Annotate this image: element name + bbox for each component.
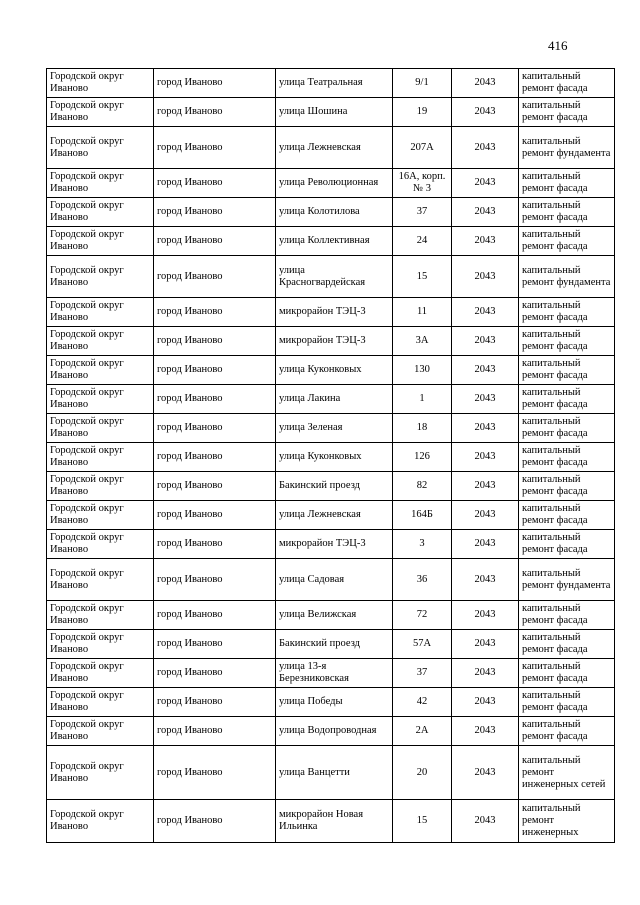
cell-work-type: капитальный ремонт фундамента [519, 559, 615, 601]
cell-street: микрорайон ТЭЦ-3 [276, 530, 393, 559]
table-row [47, 559, 615, 601]
cell-work-type: капитальный ремонт фасада [519, 98, 615, 127]
cell-municipal-district: Городской округ Иваново [47, 530, 154, 559]
cell-street: улица Лежневская [276, 501, 393, 530]
cell-municipal-district: Городской округ Иваново [47, 630, 154, 659]
table-row [47, 501, 615, 530]
cell-house-number: 37 [393, 659, 452, 688]
cell-municipal-district: Городской округ Иваново [47, 256, 154, 298]
cell-settlement: город Иваново [154, 630, 276, 659]
cell-settlement: город Иваново [154, 127, 276, 169]
repair-schedule-table [46, 68, 615, 843]
cell-house-number: 164Б [393, 501, 452, 530]
table-row [47, 356, 615, 385]
cell-work-type: капитальный ремонт фасада [519, 385, 615, 414]
cell-year: 2043 [452, 385, 519, 414]
cell-work-type: капитальный ремонт фасада [519, 659, 615, 688]
cell-year: 2043 [452, 501, 519, 530]
cell-house-number: 207А [393, 127, 452, 169]
cell-year: 2043 [452, 69, 519, 98]
cell-settlement: город Иваново [154, 688, 276, 717]
cell-house-number: 36 [393, 559, 452, 601]
cell-settlement: город Иваново [154, 501, 276, 530]
cell-work-type: капитальный ремонт инженерных [519, 800, 615, 843]
cell-settlement: город Иваново [154, 601, 276, 630]
cell-year: 2043 [452, 356, 519, 385]
cell-settlement: город Иваново [154, 559, 276, 601]
table-row [47, 127, 615, 169]
cell-house-number: 42 [393, 688, 452, 717]
cell-year: 2043 [452, 530, 519, 559]
cell-house-number: 20 [393, 746, 452, 800]
cell-municipal-district: Городской округ Иваново [47, 688, 154, 717]
cell-house-number: 82 [393, 472, 452, 501]
cell-street: улица 13-я Березниковская [276, 659, 393, 688]
cell-street: улица Лакина [276, 385, 393, 414]
table-row [47, 327, 615, 356]
table-row [47, 98, 615, 127]
cell-work-type: капитальный ремонт фасада [519, 198, 615, 227]
cell-street: улица Куконковых [276, 443, 393, 472]
cell-street: улица Водопроводная [276, 717, 393, 746]
cell-year: 2043 [452, 414, 519, 443]
cell-municipal-district: Городской округ Иваново [47, 472, 154, 501]
cell-house-number: 9/1 [393, 69, 452, 98]
cell-street: улица Театральная [276, 69, 393, 98]
cell-street: Бакинский проезд [276, 472, 393, 501]
cell-street: улица Велижская [276, 601, 393, 630]
cell-settlement: город Иваново [154, 298, 276, 327]
cell-municipal-district: Городской округ Иваново [47, 385, 154, 414]
cell-work-type: капитальный ремонт фасада [519, 501, 615, 530]
cell-house-number: 57А [393, 630, 452, 659]
cell-work-type: капитальный ремонт фасада [519, 630, 615, 659]
cell-street: микрорайон ТЭЦ-3 [276, 298, 393, 327]
cell-municipal-district: Городской округ Иваново [47, 717, 154, 746]
table-row [47, 385, 615, 414]
cell-street: улица Лежневская [276, 127, 393, 169]
cell-municipal-district: Городской округ Иваново [47, 601, 154, 630]
table-body [47, 69, 615, 843]
cell-settlement: город Иваново [154, 327, 276, 356]
cell-municipal-district: Городской округ Иваново [47, 298, 154, 327]
cell-municipal-district: Городской округ Иваново [47, 443, 154, 472]
cell-street: Бакинский проезд [276, 630, 393, 659]
cell-street: микрорайон Новая Ильинка [276, 800, 393, 843]
cell-year: 2043 [452, 443, 519, 472]
cell-year: 2043 [452, 688, 519, 717]
cell-house-number: 15 [393, 256, 452, 298]
cell-settlement: город Иваново [154, 800, 276, 843]
cell-year: 2043 [452, 127, 519, 169]
cell-street: улица Красногвардейская [276, 256, 393, 298]
cell-house-number: 24 [393, 227, 452, 256]
cell-municipal-district: Городской округ Иваново [47, 127, 154, 169]
cell-settlement: город Иваново [154, 198, 276, 227]
cell-year: 2043 [452, 256, 519, 298]
cell-house-number: 3А [393, 327, 452, 356]
cell-settlement: город Иваново [154, 169, 276, 198]
cell-settlement: город Иваново [154, 472, 276, 501]
cell-house-number: 11 [393, 298, 452, 327]
cell-work-type: капитальный ремонт фасада [519, 298, 615, 327]
cell-settlement: город Иваново [154, 746, 276, 800]
cell-work-type: капитальный ремонт фасада [519, 227, 615, 256]
cell-house-number: 2А [393, 717, 452, 746]
cell-settlement: город Иваново [154, 443, 276, 472]
cell-municipal-district: Городской округ Иваново [47, 559, 154, 601]
cell-house-number: 15 [393, 800, 452, 843]
cell-street: улица Победы [276, 688, 393, 717]
cell-municipal-district: Городской округ Иваново [47, 746, 154, 800]
cell-work-type: капитальный ремонт фасада [519, 327, 615, 356]
cell-year: 2043 [452, 227, 519, 256]
table-row [47, 659, 615, 688]
cell-house-number: 126 [393, 443, 452, 472]
cell-year: 2043 [452, 472, 519, 501]
cell-work-type: капитальный ремонт фасада [519, 69, 615, 98]
cell-year: 2043 [452, 198, 519, 227]
cell-municipal-district: Городской округ Иваново [47, 327, 154, 356]
cell-work-type: капитальный ремонт фундамента [519, 256, 615, 298]
cell-year: 2043 [452, 630, 519, 659]
cell-year: 2043 [452, 169, 519, 198]
cell-house-number: 1 [393, 385, 452, 414]
cell-house-number: 72 [393, 601, 452, 630]
cell-house-number: 3 [393, 530, 452, 559]
cell-house-number: 16А, корп. № 3 [393, 169, 452, 198]
cell-year: 2043 [452, 98, 519, 127]
cell-house-number: 130 [393, 356, 452, 385]
cell-settlement: город Иваново [154, 69, 276, 98]
cell-work-type: капитальный ремонт инженерных сетей [519, 746, 615, 800]
table-row [47, 717, 615, 746]
cell-street: улица Коллективная [276, 227, 393, 256]
cell-work-type: капитальный ремонт фасада [519, 601, 615, 630]
cell-year: 2043 [452, 800, 519, 843]
cell-year: 2043 [452, 659, 519, 688]
cell-work-type: капитальный ремонт фасада [519, 472, 615, 501]
cell-year: 2043 [452, 327, 519, 356]
cell-year: 2043 [452, 298, 519, 327]
cell-work-type: капитальный ремонт фасада [519, 356, 615, 385]
cell-municipal-district: Городской округ Иваново [47, 227, 154, 256]
cell-year: 2043 [452, 559, 519, 601]
cell-settlement: город Иваново [154, 256, 276, 298]
cell-street: улица Колотилова [276, 198, 393, 227]
cell-municipal-district: Городской округ Иваново [47, 98, 154, 127]
table-row [47, 298, 615, 327]
table-row [47, 256, 615, 298]
cell-street: улица Ванцетти [276, 746, 393, 800]
cell-year: 2043 [452, 746, 519, 800]
table-row [47, 227, 615, 256]
cell-work-type: капитальный ремонт фасада [519, 530, 615, 559]
page-number: 416 [548, 38, 568, 53]
cell-house-number: 37 [393, 198, 452, 227]
cell-municipal-district: Городской округ Иваново [47, 198, 154, 227]
cell-municipal-district: Городской округ Иваново [47, 69, 154, 98]
cell-settlement: город Иваново [154, 98, 276, 127]
table-row [47, 688, 615, 717]
cell-municipal-district: Городской округ Иваново [47, 356, 154, 385]
table-row [47, 169, 615, 198]
cell-settlement: город Иваново [154, 227, 276, 256]
cell-year: 2043 [452, 717, 519, 746]
table-row [47, 630, 615, 659]
cell-municipal-district: Городской округ Иваново [47, 169, 154, 198]
cell-settlement: город Иваново [154, 385, 276, 414]
cell-work-type: капитальный ремонт фасада [519, 443, 615, 472]
table-row [47, 800, 615, 843]
cell-municipal-district: Городской округ Иваново [47, 501, 154, 530]
cell-work-type: капитальный ремонт фасада [519, 414, 615, 443]
cell-street: улица Революционная [276, 169, 393, 198]
cell-settlement: город Иваново [154, 414, 276, 443]
table-row [47, 746, 615, 800]
table-row [47, 443, 615, 472]
cell-municipal-district: Городской округ Иваново [47, 414, 154, 443]
table-row [47, 414, 615, 443]
cell-work-type: капитальный ремонт фасада [519, 688, 615, 717]
cell-settlement: город Иваново [154, 530, 276, 559]
cell-street: улица Зеленая [276, 414, 393, 443]
cell-year: 2043 [452, 601, 519, 630]
table-row [47, 530, 615, 559]
cell-house-number: 18 [393, 414, 452, 443]
cell-municipal-district: Городской округ Иваново [47, 659, 154, 688]
table-row [47, 198, 615, 227]
cell-house-number: 19 [393, 98, 452, 127]
table-row [47, 472, 615, 501]
cell-settlement: город Иваново [154, 659, 276, 688]
cell-work-type: капитальный ремонт фасада [519, 717, 615, 746]
cell-street: микрорайон ТЭЦ-3 [276, 327, 393, 356]
cell-street: улица Куконковых [276, 356, 393, 385]
cell-work-type: капитальный ремонт фундамента [519, 127, 615, 169]
cell-settlement: город Иваново [154, 356, 276, 385]
cell-street: улица Садовая [276, 559, 393, 601]
cell-street: улица Шошина [276, 98, 393, 127]
cell-municipal-district: Городской округ Иваново [47, 800, 154, 843]
cell-settlement: город Иваново [154, 717, 276, 746]
table-row [47, 601, 615, 630]
cell-work-type: капитальный ремонт фасада [519, 169, 615, 198]
table-row [47, 69, 615, 98]
